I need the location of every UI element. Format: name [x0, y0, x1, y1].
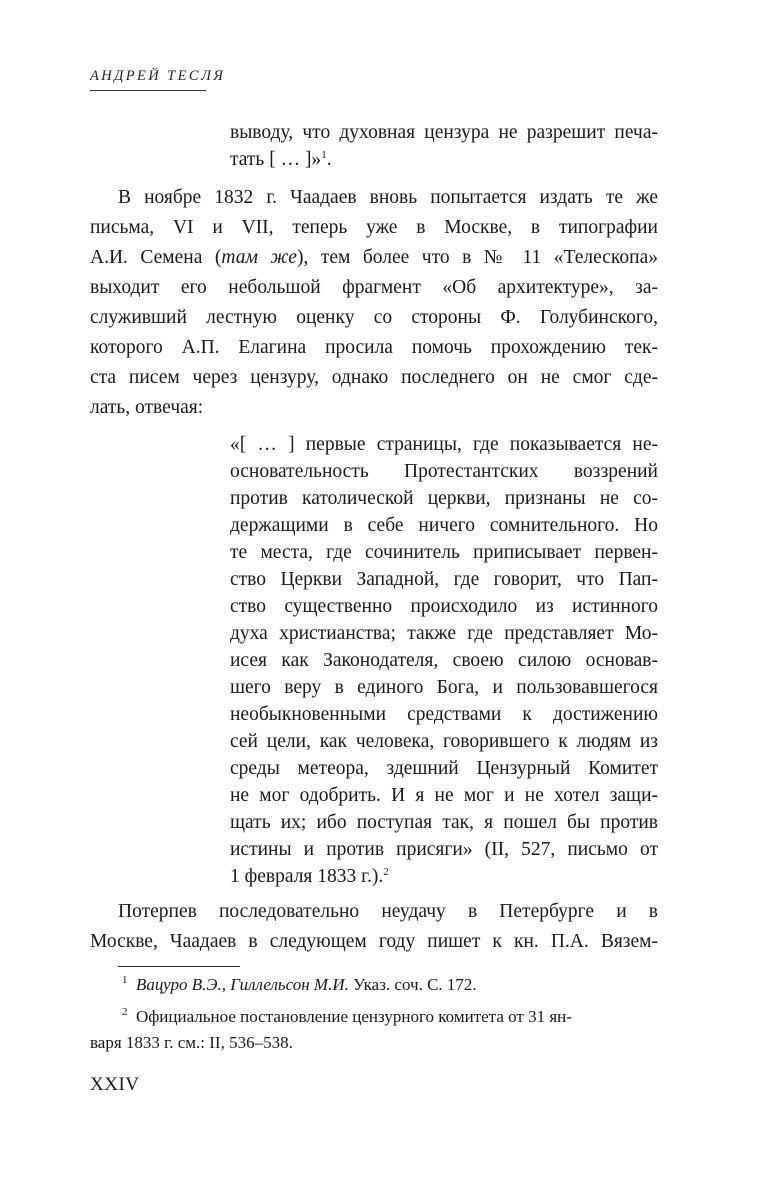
quote-line: необыкновенными средствами к достижению — [230, 704, 658, 725]
quote-line: 1 февраля 1833 г.).$^2$ — [230, 866, 389, 887]
paragraph-line: письма, VI и VII, теперь уже в Москве, в типографии — [90, 217, 658, 238]
paragraph-line: Москве, Чаадаев в следующем году пишет к кн. П.А. Вязем- — [90, 931, 658, 952]
paragraph-line: которого А.П. Елагина просила помочь прохождению тек- — [90, 337, 658, 358]
quote-line: истины и против присяги» (II, 527, письмо от — [230, 839, 658, 860]
footnote-2: $^2$ Официальное постановление цензурного комитета от 31 ян- — [122, 1006, 572, 1026]
quote-line: духа христианства; также где представляет Мо- — [230, 623, 658, 644]
paragraph-line: ста писем через цензуру, однако последнего он не смог сде- — [90, 367, 658, 388]
footnote-2-cont: варя 1833 г. см.: II, 536–538. — [90, 1033, 293, 1052]
quote-line: те места, где сочинитель приписывает первен- — [230, 542, 658, 563]
running-head: АНДРЕЙ ТЕСЛЯ — [90, 68, 226, 84]
quote-line: щать их; ибо поступая так, я пошел бы против — [230, 812, 658, 833]
quote-line: основательность Протестантских воззрений — [230, 461, 658, 482]
block-quote — [230, 431, 658, 890]
paragraph-line: Потерпев последовательно неудачу в Петербурге и в — [118, 901, 658, 922]
page-number: XXIV — [90, 1074, 140, 1095]
quote-line: «[ … ] первые страницы, где показывается не- — [230, 434, 658, 455]
footnote-rule — [118, 966, 240, 967]
paragraph-line: В ноябре 1832 г. Чаадаев вновь попытается издать те же — [118, 187, 658, 208]
paragraph-line: лать, отвечая: — [90, 397, 204, 418]
paragraph-line: выходит его небольшой фрагмент «Об архитектуре», за- — [90, 277, 658, 298]
quote-line: тать [ … ]»$^1$. — [230, 149, 332, 170]
quote-line: выводу, что духовная цензура не разрешит печа- — [230, 122, 658, 143]
running-head-rule — [90, 90, 206, 91]
quote-line: шего веру в единого Бога, и пользовавшегося — [230, 677, 658, 698]
quote-line: ство существенно происходило из истинного — [230, 596, 658, 617]
footnote-ref: 1 — [321, 149, 327, 161]
paragraph — [90, 183, 658, 423]
footnote-1: $^1$ Вацуро В.Э., Гиллельсон М.И. Указ. соч. С. 172. — [122, 974, 477, 994]
quote-line: не мог одобрить. И я не мог и не хотел защи- — [230, 785, 658, 806]
paragraph — [90, 897, 658, 957]
quote-line: против католической церкви, признаны не со- — [230, 488, 658, 509]
paragraph-line: А.И. Семена (там же), тем более что в № 11 «Телескопа» — [90, 247, 658, 268]
quote-line: держащими в себе ничего сомнительного. Но — [230, 515, 658, 536]
footnote-ref: 2 — [383, 866, 389, 878]
quote-line: ство Церкви Западной, где говорит, что Пап- — [230, 569, 658, 590]
quote-line: сей цели, как человека, говорившего к людям из — [230, 731, 658, 752]
quote-line: исея как Законодателя, своею силою основав- — [230, 650, 658, 671]
paragraph-line: служивший лестную оценку со стороны Ф. Голубинского, — [90, 307, 658, 328]
quote-continuation — [230, 119, 658, 173]
footnotes — [90, 972, 658, 1056]
quote-line: среды метеора, здешний Цензурный Комитет — [230, 758, 658, 779]
